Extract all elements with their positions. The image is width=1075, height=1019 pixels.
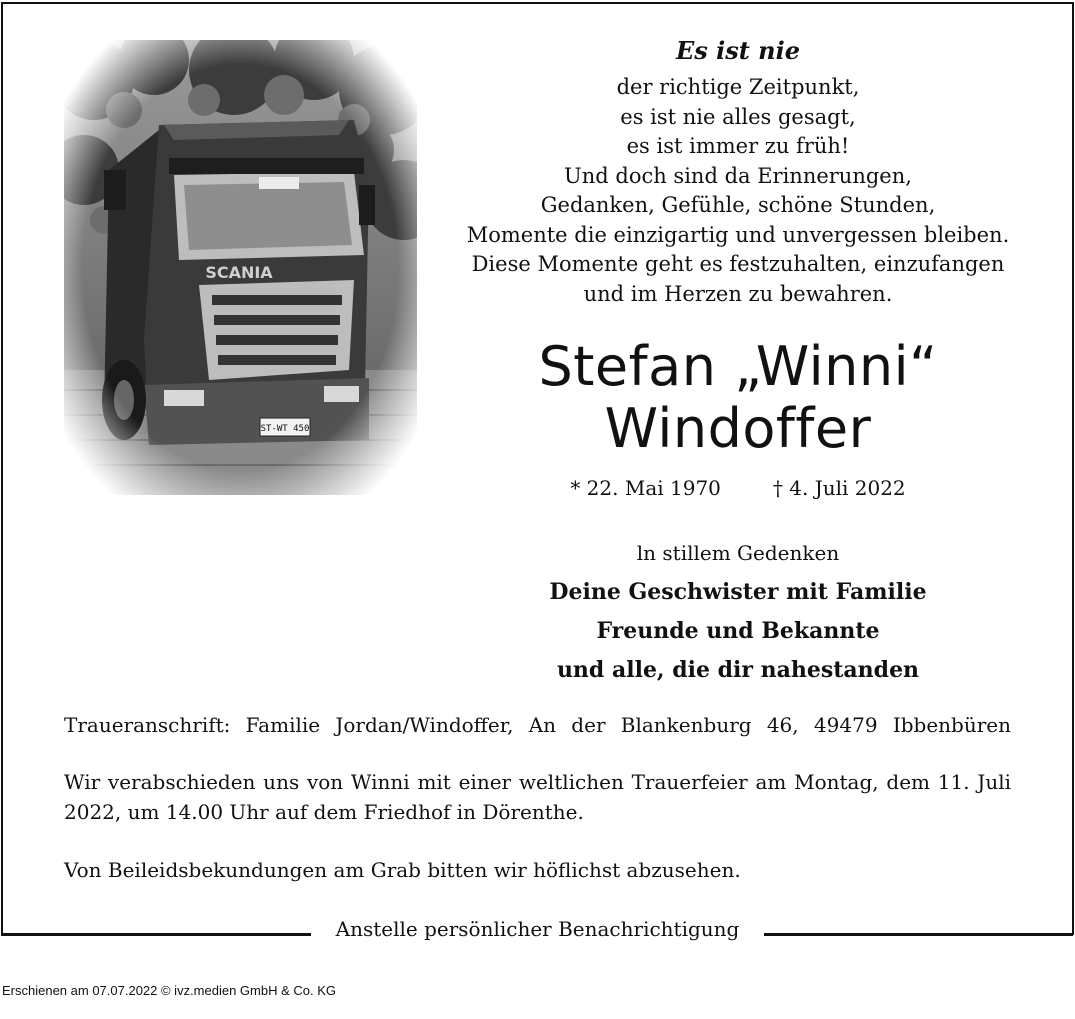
mourning-intro: ln stillem Gedenken bbox=[636, 541, 840, 565]
mourner-line: und alle, die dir nahestanden bbox=[556, 657, 920, 683]
life-dates bbox=[462, 474, 1014, 502]
poem-line: es ist nie alles gesagt, bbox=[620, 104, 856, 129]
funeral-service-info: Wir verabschieden uns von Winni mit einer weltlichen Trauerfeier am Montag, dem 11. Juli 2022, um 14.00 Uhr auf dem Friedhof in Dörenthe. bbox=[64, 770, 1011, 824]
mourner-line: Freunde und Bekannte bbox=[596, 618, 880, 644]
poem-title: Es ist nie bbox=[675, 36, 801, 65]
poem-line: Diese Momente geht es festzuhalten, einzufangen bbox=[471, 252, 1005, 276]
deceased-name bbox=[462, 336, 1014, 460]
publication-footer: Erschienen am 07.07.2022 © ivz.medien GmbH & Co. KG bbox=[2, 983, 337, 998]
frame-bottom-line-left bbox=[1, 933, 311, 936]
mourning-address: Traueranschrift: Familie Jordan/Windoffer, An der Blankenburg 46, 49479 Ibbenbüren bbox=[64, 713, 1011, 737]
deceased-name-line1: Stefan „Winni“ bbox=[538, 335, 938, 398]
poem-line: Gedanken, Gefühle, schöne Stunden, bbox=[540, 193, 936, 217]
condolence-note: Von Beileidsbekundungen am Grab bitten wir höflichst abzusehen. bbox=[64, 858, 741, 882]
notification-notice: Anstelle persönlicher Benachrichtigung bbox=[311, 912, 764, 946]
frame-bottom-line-right bbox=[764, 933, 1073, 936]
mourners-block bbox=[462, 539, 1014, 690]
poem-line: es ist immer zu früh! bbox=[626, 134, 850, 158]
poem bbox=[462, 34, 1014, 309]
poem-line: der richtige Zeitpunkt, bbox=[616, 75, 860, 99]
poem-line: Momente die einzigartig und unvergessen bleiben. bbox=[466, 222, 1010, 247]
death-date: † 4. Juli 2022 bbox=[772, 476, 906, 500]
poem-line: und im Herzen zu bewahren. bbox=[583, 281, 893, 306]
mourner-line: Deine Geschwister mit Familie bbox=[549, 579, 927, 605]
truck-photo bbox=[64, 40, 417, 495]
birth-date: * 22. Mai 1970 bbox=[570, 476, 721, 500]
poem-line: Und doch sind da Erinnerungen, bbox=[564, 163, 912, 188]
deceased-name-line2: Windoffer bbox=[604, 397, 872, 460]
